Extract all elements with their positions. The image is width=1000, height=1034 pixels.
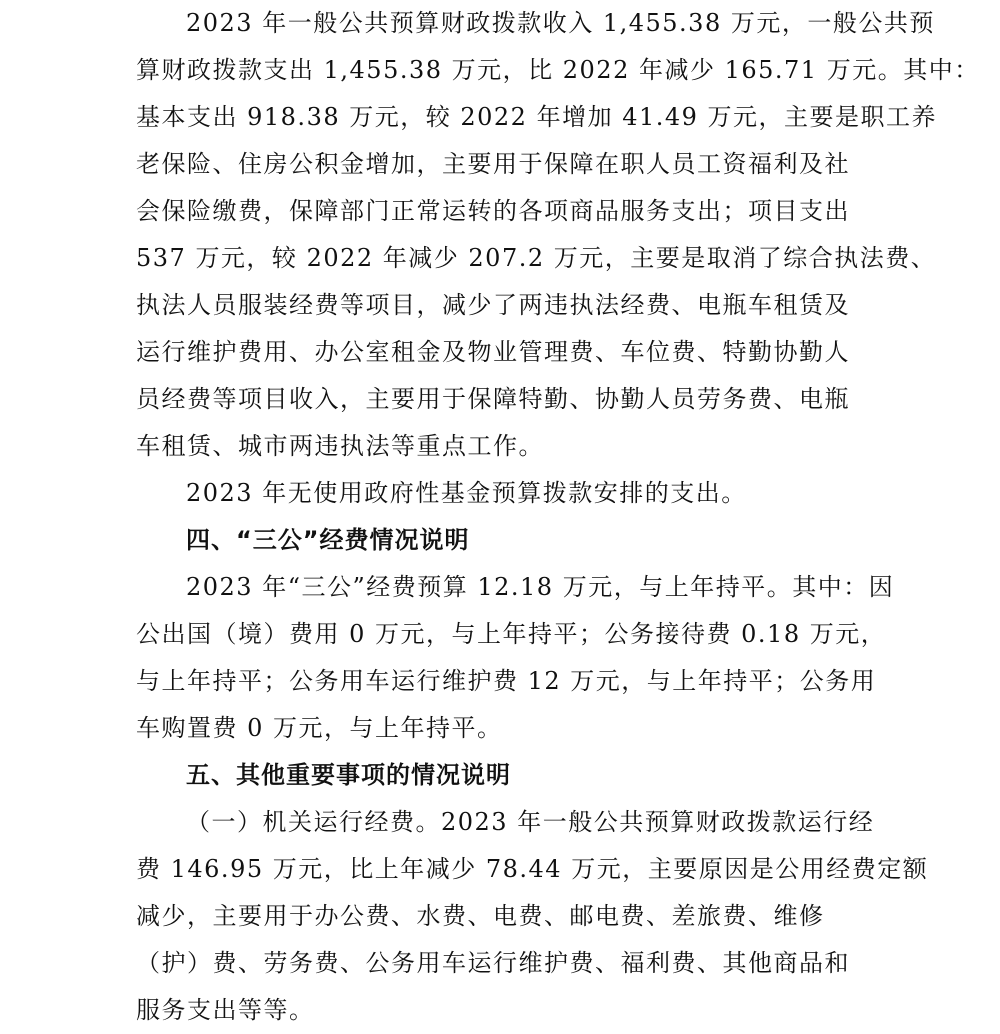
paragraph-3-line-3: 与上年持平；公务用车运行维护费 12 万元，与上年持平；公务用 <box>136 667 877 695</box>
paragraph-1-line-9: 员经费等项目收入，主要用于保障特勤、协勤人员劳务费、电瓶 <box>136 385 850 413</box>
section-heading-4: 四、“三公”经费情况说明 <box>186 526 470 554</box>
paragraph-1-line-7: 执法人员服装经费等项目，减少了两违执法经费、电瓶车租赁及 <box>136 291 850 319</box>
paragraph-4-line-5: 服务支出等等。 <box>136 996 315 1024</box>
paragraph-3-line-4: 车购置费 0 万元，与上年持平。 <box>136 714 503 742</box>
paragraph-1-line-4: 老保险、住房公积金增加，主要用于保障在职人员工资福利及社 <box>136 150 850 178</box>
paragraph-1-line-3: 基本支出 918.38 万元，较 2022 年增加 41.49 万元，主要是职工养 <box>136 103 938 131</box>
paragraph-1-line-1: 2023 年一般公共预算财政拨款收入 1,455.38 万元，一般公共预 <box>186 9 935 37</box>
paragraph-4-line-4: （护）费、劳务费、公务用车运行维护费、福利费、其他商品和 <box>136 949 850 977</box>
paragraph-3-line-2: 公出国（境）费用 0 万元，与上年持平；公务接待费 0.18 万元， <box>136 620 887 648</box>
paragraph-4-line-3: 减少，主要用于办公费、水费、电费、邮电费、差旅费、维修 <box>136 902 825 930</box>
paragraph-1-line-6: 537 万元，较 2022 年减少 207.2 万元，主要是取消了综合执法费、 <box>136 244 937 272</box>
paragraph-1-line-5: 会保险缴费，保障部门正常运转的各项商品服务支出；项目支出 <box>136 197 850 225</box>
paragraph-4-line-1: （一）机关运行经费。2023 年一般公共预算财政拨款运行经 <box>186 808 875 836</box>
paragraph-1-line-2: 算财政拨款支出 1,455.38 万元，比 2022 年减少 165.71 万元。其中： <box>136 56 980 84</box>
paragraph-1-line-10: 车租赁、城市两违执法等重点工作。 <box>136 432 544 460</box>
paragraph-1-line-8: 运行维护费用、办公室租金及物业管理费、车位费、特勤协勤人 <box>136 338 850 366</box>
paragraph-3-line-1: 2023 年“三公”经费预算 12.18 万元，与上年持平。其中：因 <box>186 573 895 601</box>
paragraph-4-line-2: 费 146.95 万元，比上年减少 78.44 万元，主要原因是公用经费定额 <box>136 855 929 883</box>
section-heading-5: 五、其他重要事项的情况说明 <box>186 761 511 789</box>
paragraph-2-line-1: 2023 年无使用政府性基金预算拨款安排的支出。 <box>186 479 747 507</box>
